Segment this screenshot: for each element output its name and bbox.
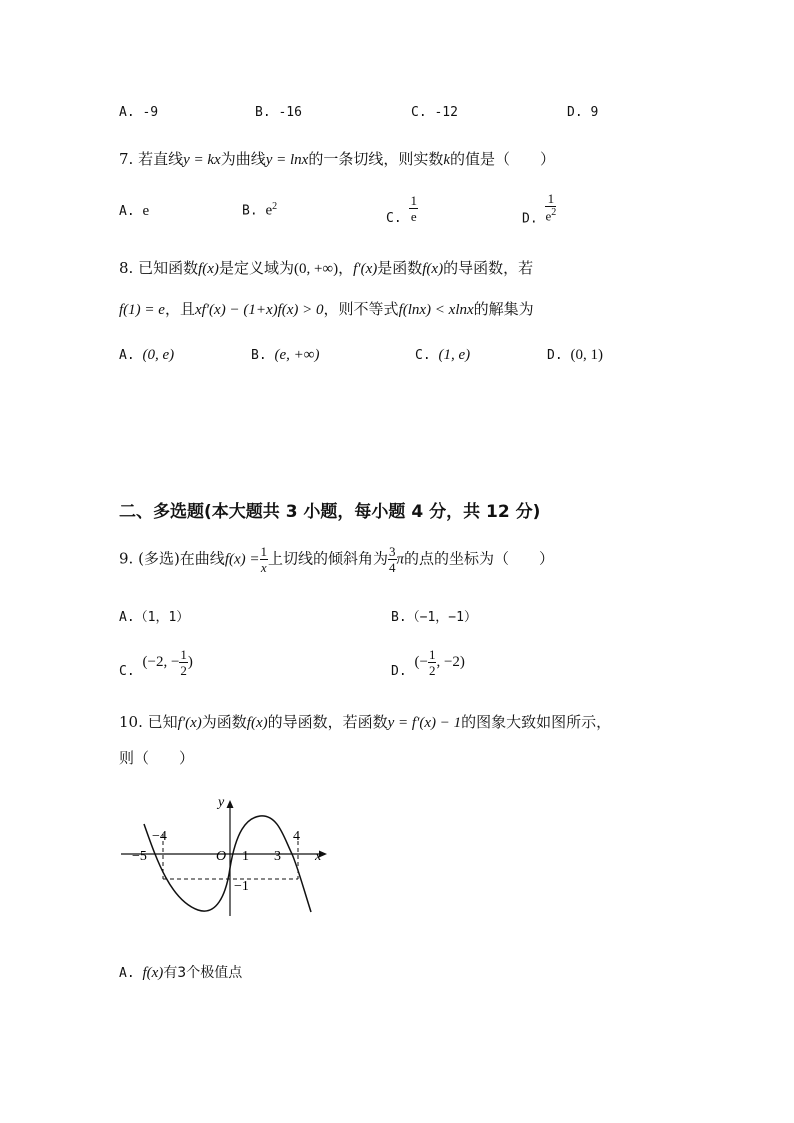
fraction: [388, 545, 397, 574]
option-label: B.: [251, 348, 267, 363]
q10-text: 已知: [147, 713, 178, 731]
q7-text: 若直线: [138, 150, 184, 168]
q9-option-a: A.（1，1）: [119, 610, 190, 625]
q7-math: y = kx: [183, 152, 221, 168]
denominator-exponent: 2: [551, 207, 557, 218]
q8-math: f(1) = e: [119, 302, 165, 318]
option-value: (e, +∞): [274, 347, 320, 363]
q8-stem-line1: [119, 257, 533, 278]
q9-option-c: [119, 648, 193, 679]
q7-text: 为曲线: [220, 150, 266, 168]
q9-number: 9.: [119, 549, 134, 568]
q8-math: f(x): [198, 261, 219, 277]
q7-math: k: [443, 152, 451, 168]
numerator: 1: [180, 647, 187, 662]
q8-text: 的解集为: [473, 300, 534, 318]
q7-option-a: [119, 203, 149, 220]
denominator: [545, 207, 556, 222]
fraction: [545, 192, 556, 222]
fraction: [179, 648, 188, 677]
q7-math: y = lnx: [265, 152, 309, 168]
numerator: 1: [545, 192, 556, 207]
q10-math: y = f′(x) − 1: [387, 715, 462, 731]
q10-number: 10.: [119, 713, 143, 731]
q8-math: f(lnx) < xlnx: [398, 302, 474, 318]
x-axis-label: x: [315, 849, 322, 864]
option-label: D.: [547, 348, 563, 363]
q8-stem-line2: [119, 298, 534, 319]
q6-option-a: A. -9: [119, 105, 159, 120]
q7-option-c: [386, 194, 418, 226]
option-value: (−2, −: [142, 654, 180, 670]
option-value: e: [142, 203, 150, 219]
tick-label-neg4: −4: [152, 829, 167, 844]
option-text: 有3个极值点: [163, 965, 243, 981]
q10-stem-line1: [119, 711, 611, 732]
option-value: (1, e): [438, 347, 471, 363]
q8-text: 已知函数: [138, 259, 199, 277]
q10-text: 为函数: [201, 713, 247, 731]
option-label: D.: [391, 664, 407, 679]
denominator: x: [260, 560, 267, 575]
q9-text: (多选)在曲线: [138, 549, 225, 568]
q9-text: 上切线的倾斜角为: [268, 549, 389, 568]
y-axis-label: y: [218, 795, 225, 810]
q6-option-d: D. 9: [567, 105, 599, 120]
q8-text: ，则不等式: [323, 300, 399, 318]
q7-text: 的一条切线，则实数: [308, 150, 444, 168]
q9-stem: [119, 545, 554, 574]
q9-option-b: B.（−1，−1）: [391, 610, 477, 625]
q10-option-a: [119, 962, 242, 982]
q9-text: 的点的坐标为（ ）: [404, 549, 555, 568]
origin-label: O: [216, 849, 227, 864]
q8-option-d: [547, 347, 603, 364]
tick-label-neg1: −1: [234, 879, 249, 894]
option-value: ): [187, 654, 193, 670]
q10-text: 的图象大致如图所示，: [461, 713, 612, 731]
q7-option-d: [522, 192, 556, 227]
fraction: [260, 545, 269, 574]
q8-option-a: [119, 347, 174, 364]
q6-option-b: B. -16: [255, 105, 302, 120]
tick-label-3: 3: [274, 849, 281, 864]
option-value: (0, 1): [570, 347, 603, 363]
option-label: A.: [119, 348, 135, 363]
denominator: 2: [428, 663, 436, 678]
option-value: (0, e): [142, 347, 175, 363]
function-graph: [118, 788, 338, 918]
option-value: , −2): [436, 654, 465, 670]
option-label: A.: [119, 966, 135, 981]
fraction: [409, 194, 418, 223]
denominator-base: e: [545, 208, 552, 224]
tick-label-neg5: −5: [132, 849, 147, 864]
q8-math: (0, +∞): [293, 261, 339, 277]
option-label: A.: [119, 204, 135, 219]
q8-text: 的导函数，若: [443, 259, 534, 277]
q9-math: π: [396, 551, 405, 568]
option-label: B.: [242, 203, 258, 219]
denominator: e: [410, 209, 417, 224]
q8-text: 是函数: [377, 259, 423, 277]
q8-option-b: [251, 347, 319, 364]
q7-number: 7.: [119, 150, 134, 168]
q8-math: xf′(x) − (1+x)f(x) > 0: [194, 302, 324, 318]
curve: [144, 816, 311, 912]
q7-stem: [119, 148, 555, 169]
option-label: C.: [119, 664, 135, 679]
q8-option-c: [415, 347, 470, 364]
q7-option-b: [242, 201, 277, 219]
q8-text: 是定义域为: [218, 259, 294, 277]
q10-math: f′(x): [177, 715, 202, 731]
option-value: e: [265, 202, 273, 219]
tick-label-4: 4: [293, 829, 300, 844]
q9-option-d: [391, 648, 465, 679]
tick-label-1: 1: [242, 849, 249, 864]
q8-math: f′(x): [353, 261, 378, 277]
q6-option-c: C. -12: [411, 105, 458, 120]
option-label: C.: [386, 211, 402, 226]
q10-text: 的导函数，若函数: [267, 713, 388, 731]
numerator: 1: [260, 544, 267, 559]
section-title: 二、多选题(本大题共 3 小题，每小题 4 分，共 12 分): [119, 502, 541, 522]
option-label: C.: [415, 348, 431, 363]
q10-math: f(x): [246, 715, 268, 731]
numerator: 1: [428, 647, 436, 662]
option-label: D.: [522, 211, 538, 227]
q8-math: f(x): [422, 261, 444, 277]
option-math: f(x): [142, 965, 164, 981]
denominator: 2: [180, 663, 187, 678]
option-value: (−: [414, 654, 428, 670]
q9-math: f(x) =: [224, 551, 260, 568]
q8-text: ，且: [164, 300, 195, 318]
option-exponent: 2: [272, 201, 278, 212]
q7-text: 的值是（ ）: [450, 150, 556, 168]
q10-stem-line2: 则（ ）: [119, 749, 195, 767]
q8-text: ，: [338, 259, 354, 277]
denominator: 4: [389, 560, 396, 575]
y-axis-arrow: [227, 800, 234, 808]
q8-number: 8.: [119, 259, 134, 277]
numerator: 1: [410, 193, 417, 208]
numerator: 3: [389, 544, 396, 559]
